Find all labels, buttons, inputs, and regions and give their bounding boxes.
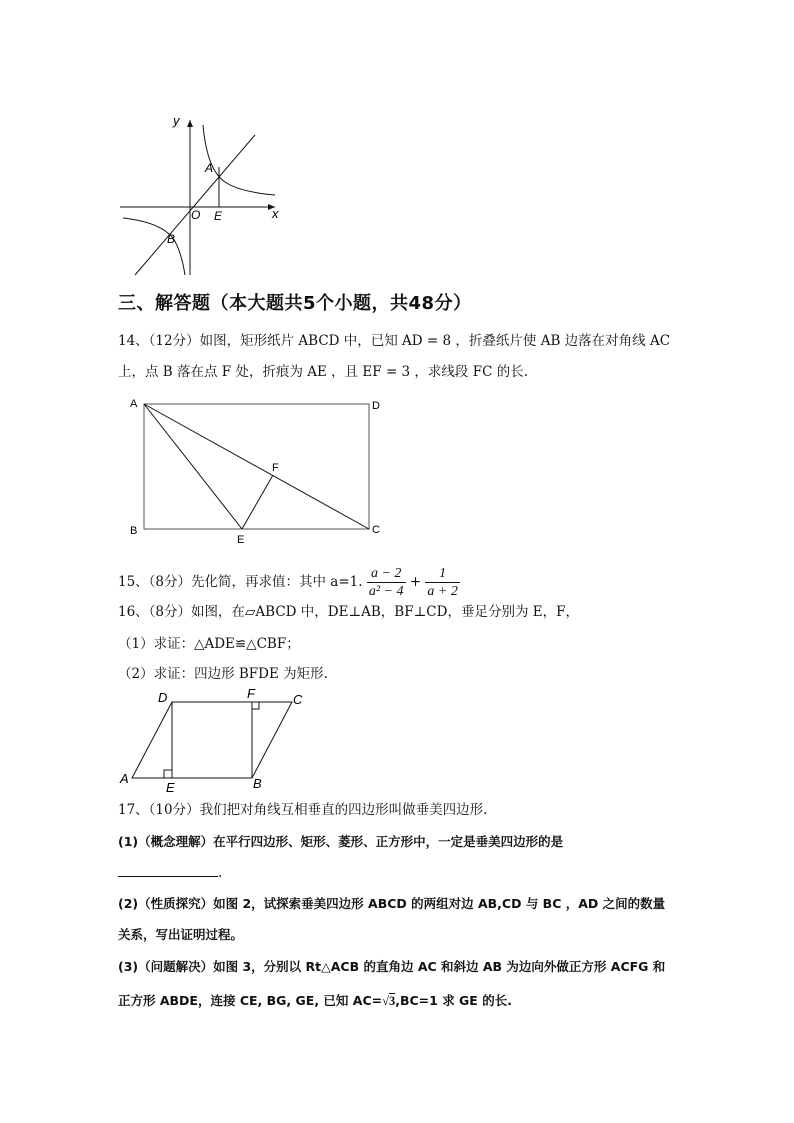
label-F: F: [247, 686, 255, 701]
segment-EF: [242, 475, 273, 529]
q14-line2: 上，点 B 落在点 F 处，折痕为 AE ，且 EF = 3 ，求线段 FC 的长.: [118, 364, 528, 380]
fraction-1-denominator: a² − 4: [368, 584, 404, 599]
label-F: F: [272, 462, 279, 474]
answer-blank[interactable]: [118, 862, 218, 877]
right-angle-F: [252, 702, 259, 709]
fraction-1-numerator: a − 2: [367, 565, 406, 583]
sqrt-symbol: √: [382, 994, 389, 1008]
plus-sign: +: [409, 574, 422, 590]
q17-part2-line2: 关系，写出证明过程。: [118, 927, 244, 942]
q17-part3-line2-b: ,BC=1 求 GE 的长.: [395, 993, 512, 1008]
sqrt-radicand: 3: [388, 994, 396, 1008]
q17-part3-line2-a: 正方形 ABDE，连接 CE, BG, GE, 已知 AC=: [118, 993, 383, 1008]
right-angle-E: [164, 770, 172, 778]
label-A: A: [130, 398, 138, 410]
line-AB: [135, 135, 255, 275]
q14-line1: 14、（12分）如图，矩形纸片 ABCD 中，已知 AD = 8 ，折叠纸片使 AB 边落在对角线 AC: [118, 333, 671, 349]
fraction-2: [425, 565, 459, 600]
label-x: x: [272, 206, 279, 221]
label-C: C: [293, 692, 303, 707]
q15-row: [118, 564, 460, 600]
label-C: C: [372, 524, 380, 536]
label-D: D: [158, 690, 168, 705]
label-D: D: [372, 400, 380, 412]
q17-part3-line1: (3)（问题解决）如图 3，分别以 Rt△ACB 的直角边 AC 和斜边 AB 为边向外做正方形 ACFG 和: [118, 959, 666, 974]
label-B: B: [253, 776, 262, 791]
q17-part1-answer: [118, 862, 222, 883]
fraction-1: [367, 565, 406, 600]
label-B: B: [130, 525, 138, 537]
q17-part3-line2: [118, 991, 512, 1011]
q16-stem: 16、（8分）如图，在▱ABCD 中，DE⊥AB，BF⊥CD，垂足分别为 E，F，: [118, 604, 579, 620]
fraction-2-denominator: a + 2: [427, 584, 458, 599]
diagonal-AC: [144, 404, 369, 529]
q16-part1: （1）求证：△ADE≌△CBF；: [118, 636, 300, 652]
parallelogram-figure: [118, 686, 313, 796]
fraction-2-numerator: 1: [425, 565, 459, 583]
section-title: 三、解答题（本大题共5个小题，共48分）: [118, 293, 472, 314]
q17-part1: (1)（概念理解）在平行四边形、矩形、菱形、正方形中，一定是垂美四边形的是: [118, 834, 564, 849]
q15-prefix: 15、（8分）先化简，再求值：其中 a=1.: [118, 574, 363, 590]
coordinate-figure: [115, 110, 285, 280]
label-O: O: [191, 208, 201, 222]
parallelogram-ABCD: [132, 702, 292, 778]
q17-stem: 17、（10分）我们把对角线互相垂直的四边形叫做垂美四边形.: [118, 802, 488, 818]
label-A: A: [205, 161, 214, 175]
fold-AE: [144, 404, 242, 529]
q17-part2-line1: (2)（性质探究）如图 2，试探索垂美四边形 ABCD 的两组对边 AB,CD 与 BC ，AD 之间的数量: [118, 896, 666, 911]
q16-part2: （2）求证：四边形 BFDE 为矩形.: [118, 666, 328, 682]
label-A: A: [120, 771, 129, 786]
label-E: E: [166, 780, 175, 795]
label-B: B: [167, 232, 176, 246]
label-y: y: [173, 113, 180, 128]
q17-part1-end: .: [218, 865, 223, 881]
rectangle-figure: [120, 395, 390, 545]
hyperbola-branch-1: [203, 125, 275, 195]
label-E: E: [214, 209, 223, 223]
sqrt-3: [382, 991, 395, 1011]
hyperbola-branch-3: [123, 218, 185, 275]
label-E: E: [237, 534, 245, 545]
